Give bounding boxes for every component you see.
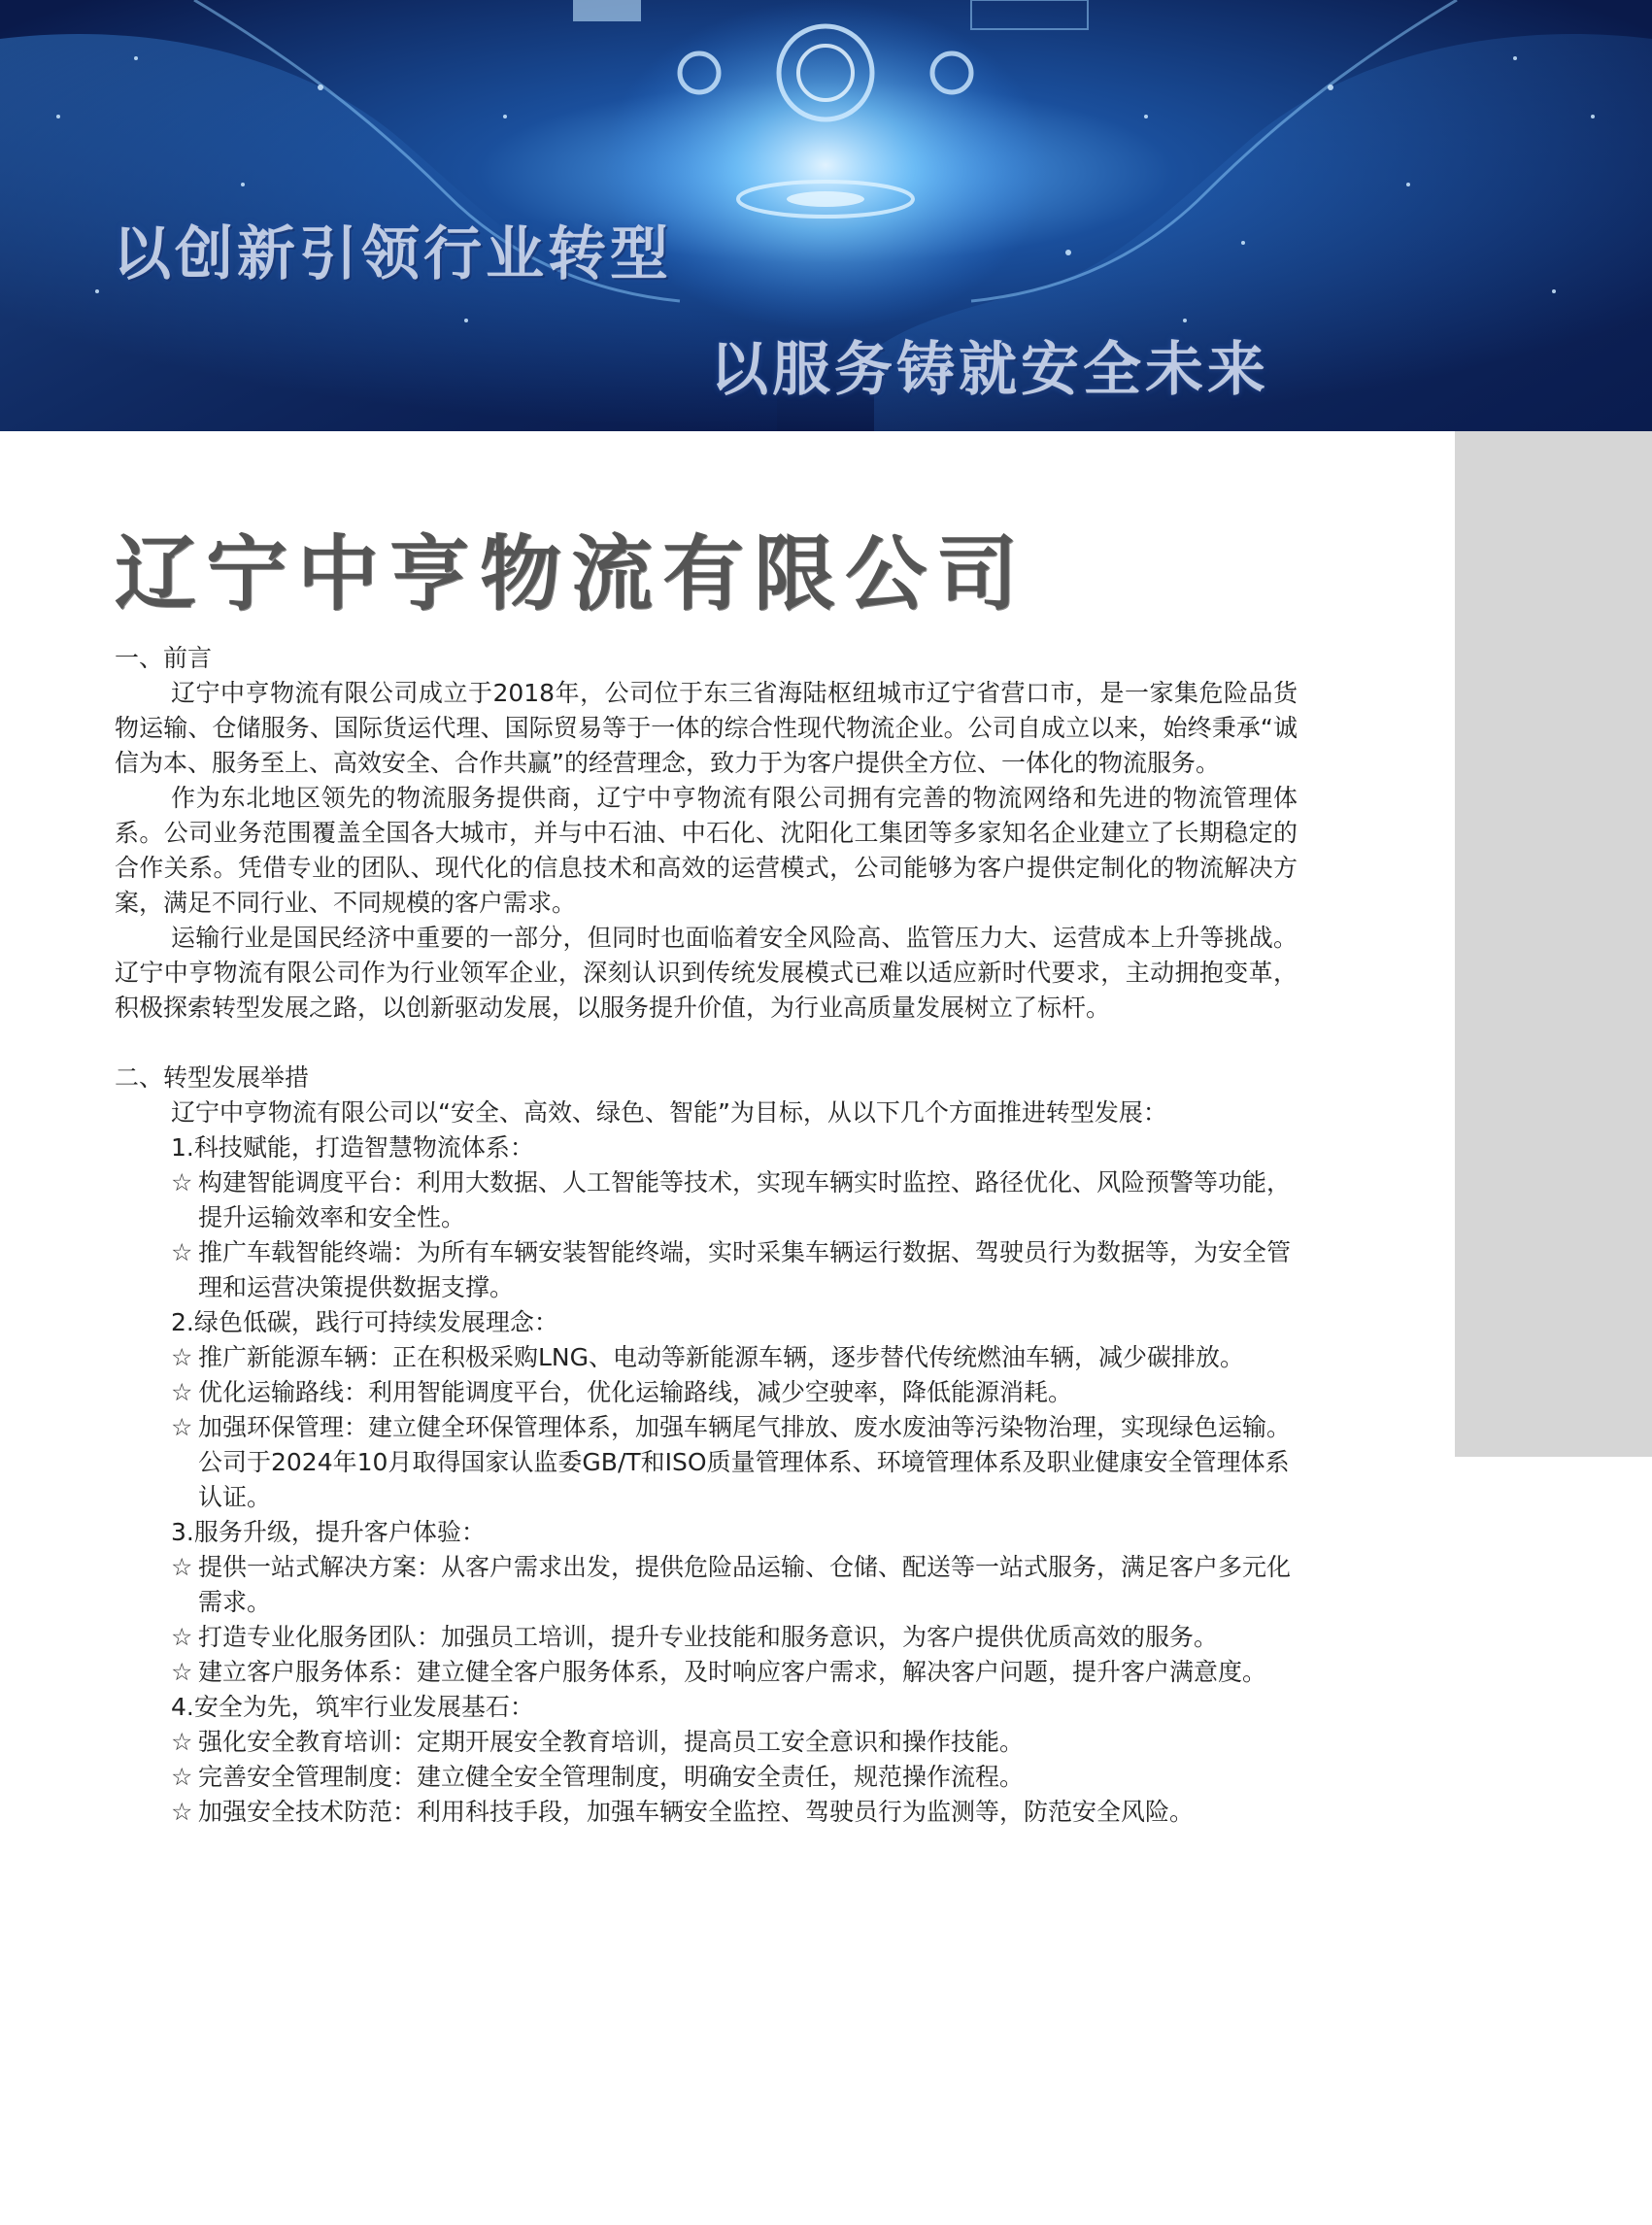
section-spacer [115, 1026, 1298, 1061]
star-bullet-icon: ☆ [171, 1343, 193, 1371]
star-bullet-icon: ☆ [171, 1623, 193, 1651]
list-item-text: 完善安全管理制度：建立健全安全管理制度，明确安全责任，规范操作流程。 [198, 1763, 1025, 1791]
section-2-intro: 辽宁中亨物流有限公司以“安全、高效、绿色、智能”为目标，从以下几个方面推进转型发展： [171, 1098, 1167, 1127]
list-item-text: 提供一站式解决方案：从客户需求出发，提供危险品运输、仓储、配送等一站式服务，满足客户多元化需求。 [198, 1553, 1292, 1616]
section-1-paragraph: 运输行业是国民经济中重要的一部分，但同时也面临着安全风险高、监管压力大、运营成本上升等挑战。辽宁中亨物流有限公司作为行业领军企业，深刻认识到传统发展模式已难以适应新时代要求，主动拥抱变革，积极探索转型发展之路，以创新驱动发展，以服务提升价值，为行业高质量发展树立了标杆。 [115, 924, 1298, 1022]
banner-slogan-1: 以创新引领行业转型 [113, 220, 672, 288]
side-decoration-bar [1455, 431, 1652, 1457]
page-title: 辽宁中亨物流有限公司 [115, 526, 1028, 622]
banner-slogan-2: 以服务铸就安全未来 [710, 336, 1269, 404]
list-item [171, 1165, 1298, 1235]
star-bullet-icon: ☆ [171, 1798, 193, 1826]
section-1-heading: 一、前言 [115, 644, 213, 672]
list-item [171, 1725, 1298, 1760]
star-bullet-icon: ☆ [171, 1763, 193, 1791]
subsection-title: 3.服务升级，提升客户体验： [171, 1518, 486, 1546]
star-bullet-icon: ☆ [171, 1728, 193, 1756]
star-bullet-icon: ☆ [171, 1553, 193, 1581]
list-item [171, 1340, 1298, 1375]
list-item [171, 1550, 1298, 1620]
list-item [171, 1235, 1298, 1305]
subsection-title: 2.绿色低碳，践行可持续发展理念： [171, 1308, 558, 1336]
list-item-text: 打造专业化服务团队：加强员工培训，提升专业技能和服务意识，为客户提供优质高效的服务。 [198, 1623, 1219, 1651]
list-item-text: 推广新能源车辆：正在积极采购LNG、电动等新能源车辆，逐步替代传统燃油车辆，减少碳排放。 [198, 1343, 1245, 1371]
list-item-text: 推广车载智能终端：为所有车辆安装智能终端，实时采集车辆运行数据、驾驶员行为数据等，为安全管理和运营决策提供数据支撑。 [198, 1238, 1292, 1301]
section-1-paragraph: 作为东北地区领先的物流服务提供商，辽宁中亨物流有限公司拥有完善的物流网络和先进的物流管理体系。公司业务范围覆盖全国各大城市，并与中石油、中石化、沈阳化工集团等多家知名企业建立了长期稳定的合作关系。凭借专业的团队、现代化的信息技术和高效的运营模式，公司能够为客户提供定制化的物流解决方案，满足不同行业、不同规模的客户需求。 [115, 784, 1298, 917]
list-item-text: 加强安全技术防范：利用科技手段，加强车辆安全监控、驾驶员行为监测等，防范安全风险。 [198, 1798, 1195, 1826]
list-item [171, 1375, 1298, 1410]
list-item-text: 优化运输路线：利用智能调度平台，优化运输路线，减少空驶率，降低能源消耗。 [198, 1378, 1073, 1406]
star-bullet-icon: ☆ [171, 1378, 193, 1406]
list-item [171, 1655, 1298, 1690]
star-bullet-icon: ☆ [171, 1168, 193, 1197]
star-bullet-icon: ☆ [171, 1658, 193, 1686]
section-1-paragraph: 辽宁中亨物流有限公司成立于2018年，公司位于东三省海陆枢纽城市辽宁省营口市，是一家集危险品货物运输、仓储服务、国际货运代理、国际贸易等于一体的综合性现代物流企业。公司自成立以来，始终秉承“诚信为本、服务至上、高效安全、合作共赢”的经营理念，致力于为客户提供全方位、一体化的物流服务。 [115, 679, 1298, 777]
list-item-text: 加强环保管理：建立健全环保管理体系，加强车辆尾气排放、废水废油等污染物治理，实现绿色运输。公司于2024年10月取得国家认监委GB/T和ISO质量管理体系、环境管理体系及职业健康安全管理体系认证。 [198, 1413, 1292, 1511]
section-2-body [115, 1096, 1298, 1830]
star-bullet-icon: ☆ [171, 1238, 193, 1266]
list-item [171, 1410, 1298, 1515]
list-item [171, 1760, 1298, 1795]
header-banner [0, 0, 1652, 431]
article-body [115, 641, 1298, 1830]
subsection-title: 1.科技赋能，打造智慧物流体系： [171, 1133, 534, 1162]
list-item-text: 建立客户服务体系：建立健全客户服务体系，及时响应客户需求，解决客户问题，提升客户满意度。 [198, 1658, 1267, 1686]
subsection-title: 4.安全为先，筑牢行业发展基石： [171, 1693, 534, 1721]
list-item [171, 1795, 1298, 1830]
star-bullet-icon: ☆ [171, 1413, 193, 1441]
list-item [171, 1620, 1298, 1655]
list-item-text: 构建智能调度平台：利用大数据、人工智能等技术，实现车辆实时监控、路径优化、风险预警等功能，提升运输效率和安全性。 [198, 1168, 1292, 1231]
section-2-heading: 二、转型发展举措 [115, 1063, 310, 1092]
list-item-text: 强化安全教育培训：定期开展安全教育培训，提高员工安全意识和操作技能。 [198, 1728, 1025, 1756]
